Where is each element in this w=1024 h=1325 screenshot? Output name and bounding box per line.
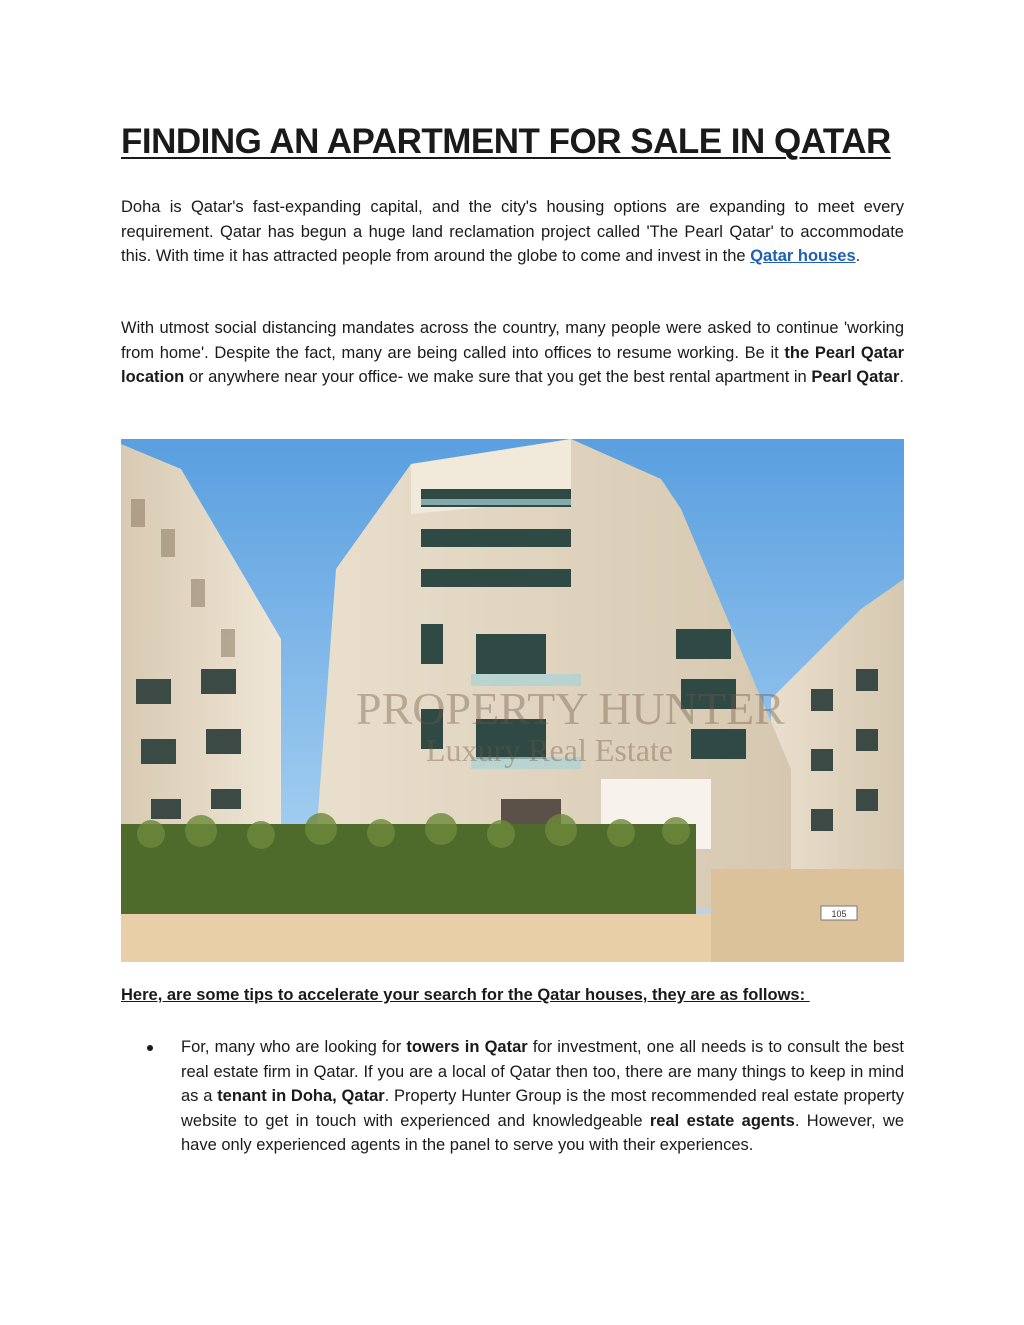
intro-text-end: . <box>855 247 861 265</box>
address-plate-number: 105 <box>831 909 847 919</box>
watermark-line2: Luxury Real Estate <box>426 732 674 768</box>
tips-list <box>121 1035 904 1158</box>
apartment-building-photo <box>121 439 904 962</box>
list-item <box>121 1035 904 1158</box>
tip-text-part: For, many who are looking for <box>181 1038 407 1056</box>
tenant-in-doha-bold: tenant in Doha, Qatar <box>217 1087 385 1105</box>
watermark-line1: PROPERTY HUNTER <box>356 683 785 734</box>
real-estate-agents-bold: real estate agents <box>649 1111 795 1130</box>
location-text: With utmost social distancing mandates across the country, many people were asked to continue 'working from home'. Despite the fact, many are being called into offices to resume working. Be it <box>121 319 904 362</box>
page-title: FINDING AN APARTMENT FOR SALE IN QATAR <box>121 122 891 161</box>
location-text-mid: or anywhere near your office- we make sure that you get the best rental apartment in <box>184 368 812 386</box>
qatar-houses-link[interactable]: Qatar houses <box>750 247 856 265</box>
intro-text: Doha is Qatar's fast-expanding capital, and the city's housing options are expanding to meet every requirement. Qatar has begun a huge land reclamation project called 'The Pearl Qatar' to accommodate this. With time it has attracted people from around the globe to come and invest in the <box>121 198 904 265</box>
location-paragraph <box>121 316 904 390</box>
pearl-qatar-bold: Pearl Qatar <box>811 368 900 386</box>
towers-in-qatar-bold: towers in Qatar <box>406 1038 528 1056</box>
intro-paragraph <box>121 195 904 269</box>
tip-text <box>181 1035 904 1158</box>
tip-text-part: for investment, one all needs is to consult the best real estate firm in Qatar. If you are a local of Qatar then too, there are many things to keep in mind as a <box>181 1038 905 1105</box>
pearl-qatar-location-bold: the Pearl Qatar location <box>121 343 904 386</box>
location-text-end: . <box>899 368 904 386</box>
tip-text-part: . However, we have only experienced agents in the panel to serve you with their experiences. <box>181 1111 905 1154</box>
bullet-icon <box>147 1045 153 1051</box>
tips-heading: Here, are some tips to accelerate your search for the Qatar houses, they are as follows: <box>121 986 810 1004</box>
tip-text-part: . Property Hunter Group is the most recommended real estate property website to get in touch with experienced and knowledgeable <box>181 1087 904 1130</box>
